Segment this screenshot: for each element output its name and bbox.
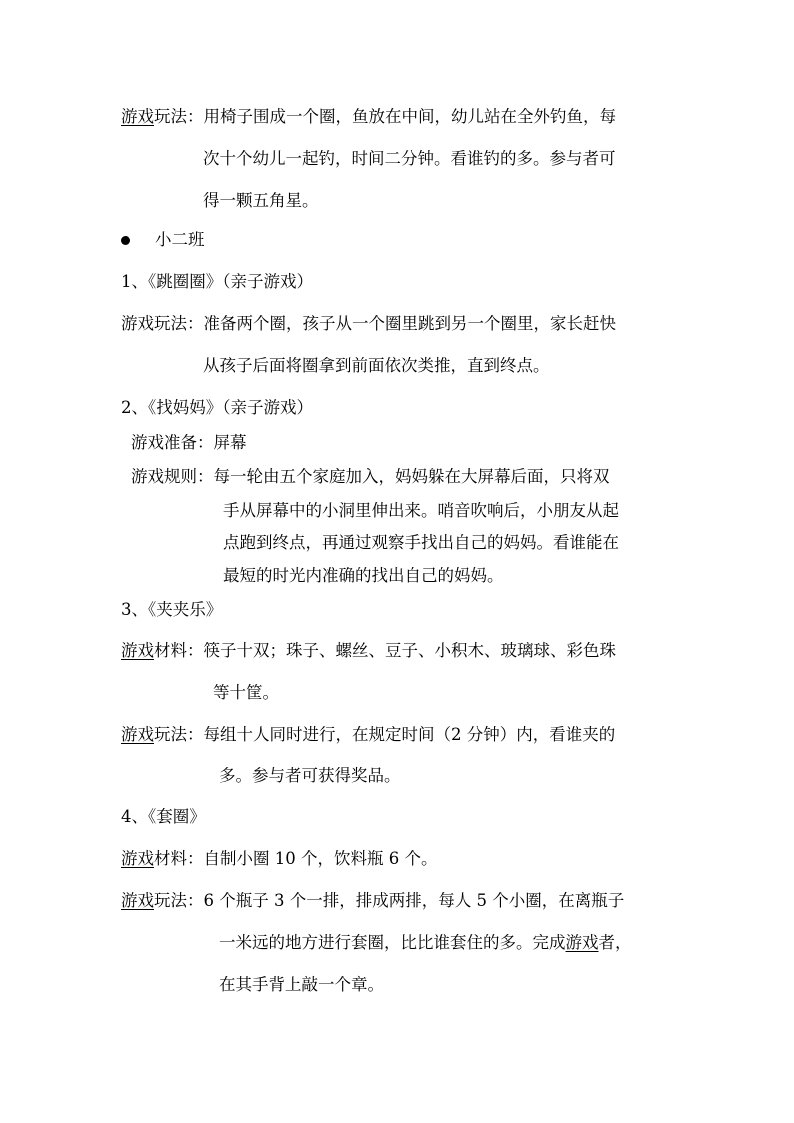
paragraph-line bbox=[131, 466, 610, 488]
text: 屏幕 bbox=[213, 433, 247, 452]
label: 材料： bbox=[154, 641, 204, 660]
text: 筷子十双；珠子、螺丝、豆子、小积木、玻璃球、彩色珠 bbox=[203, 641, 616, 660]
paragraph-line bbox=[131, 432, 247, 454]
paragraph-line bbox=[121, 724, 615, 746]
label: 游戏规则： bbox=[131, 467, 214, 486]
text-underlined: 游戏 bbox=[565, 933, 599, 952]
bullet-icon bbox=[121, 236, 130, 245]
text: 一米远的地方进行套圈，比比谁套住的多。完成 bbox=[219, 933, 566, 952]
paragraph-line: 从孩子后面将圈拿到前面依次类推，直到终点。 bbox=[203, 356, 550, 375]
paragraph-line bbox=[121, 313, 616, 335]
text: 每一轮由五个家庭加入，妈妈躲在大屏幕后面，只将双 bbox=[213, 467, 610, 486]
label: 玩法： bbox=[154, 107, 204, 126]
class-heading: 小二班 bbox=[155, 230, 205, 249]
paragraph-line: 多。参与者可获得奖品。 bbox=[219, 766, 401, 785]
paragraph-line bbox=[219, 932, 632, 954]
label-underlined: 游戏 bbox=[121, 891, 154, 910]
game-title: 3、《夹夹乐》 bbox=[121, 600, 223, 619]
paragraph-line: 手从屏幕中的小洞里伸出来。哨音吹响后，小朋友从起 bbox=[223, 501, 619, 520]
paragraph-line: 在其手背上敲一个章。 bbox=[219, 975, 384, 994]
paragraph-line: 点跑到终点，再通过观察手找出自己的妈妈。看谁能在 bbox=[223, 533, 619, 552]
text: 准备两个圈，孩子从一个圈里跳到另一个圈里，家长赶快 bbox=[203, 314, 616, 333]
label-underlined: 游戏 bbox=[121, 107, 154, 126]
paragraph-line: 等十筐。 bbox=[213, 683, 279, 702]
text: 自制小圈 10 个，饮料瓶 6 个。 bbox=[203, 849, 438, 868]
label-underlined: 游戏 bbox=[121, 641, 154, 660]
game-title: 2、《找妈妈》（亲子游戏） bbox=[121, 398, 313, 417]
paragraph-line bbox=[121, 640, 616, 662]
text: 6 个瓶子 3 个一排，排成两排，每人 5 个小圈，在离瓶子 bbox=[203, 891, 625, 910]
label-underlined: 游戏 bbox=[121, 725, 154, 744]
paragraph-line: 得一颗五角星。 bbox=[203, 191, 319, 210]
label: 游戏准备： bbox=[131, 433, 214, 452]
paragraph-line: 最短的时光内准确的找出自己的妈妈。 bbox=[223, 566, 504, 585]
label: 玩法： bbox=[154, 725, 204, 744]
text: 每组十人同时进行，在规定时间（2 分钟）内，看谁夹的 bbox=[203, 725, 616, 744]
game-title: 1、《跳圈圈》（亲子游戏） bbox=[121, 272, 313, 291]
label: 游戏玩法： bbox=[121, 314, 204, 333]
paragraph-line bbox=[121, 890, 624, 912]
text: 者， bbox=[598, 933, 632, 952]
label: 材料： bbox=[154, 849, 204, 868]
text: 用椅子围成一个圈，鱼放在中间，幼儿站在全外钓鱼，每 bbox=[203, 107, 616, 126]
game-title: 4、《套圈》 bbox=[121, 807, 206, 826]
paragraph-line bbox=[121, 106, 616, 128]
paragraph-line bbox=[121, 848, 437, 870]
paragraph-line: 次十个幼儿一起钓，时间二分钟。看谁钓的多。参与者可 bbox=[203, 149, 616, 168]
label: 玩法： bbox=[154, 891, 204, 910]
label-underlined: 游戏 bbox=[121, 849, 154, 868]
